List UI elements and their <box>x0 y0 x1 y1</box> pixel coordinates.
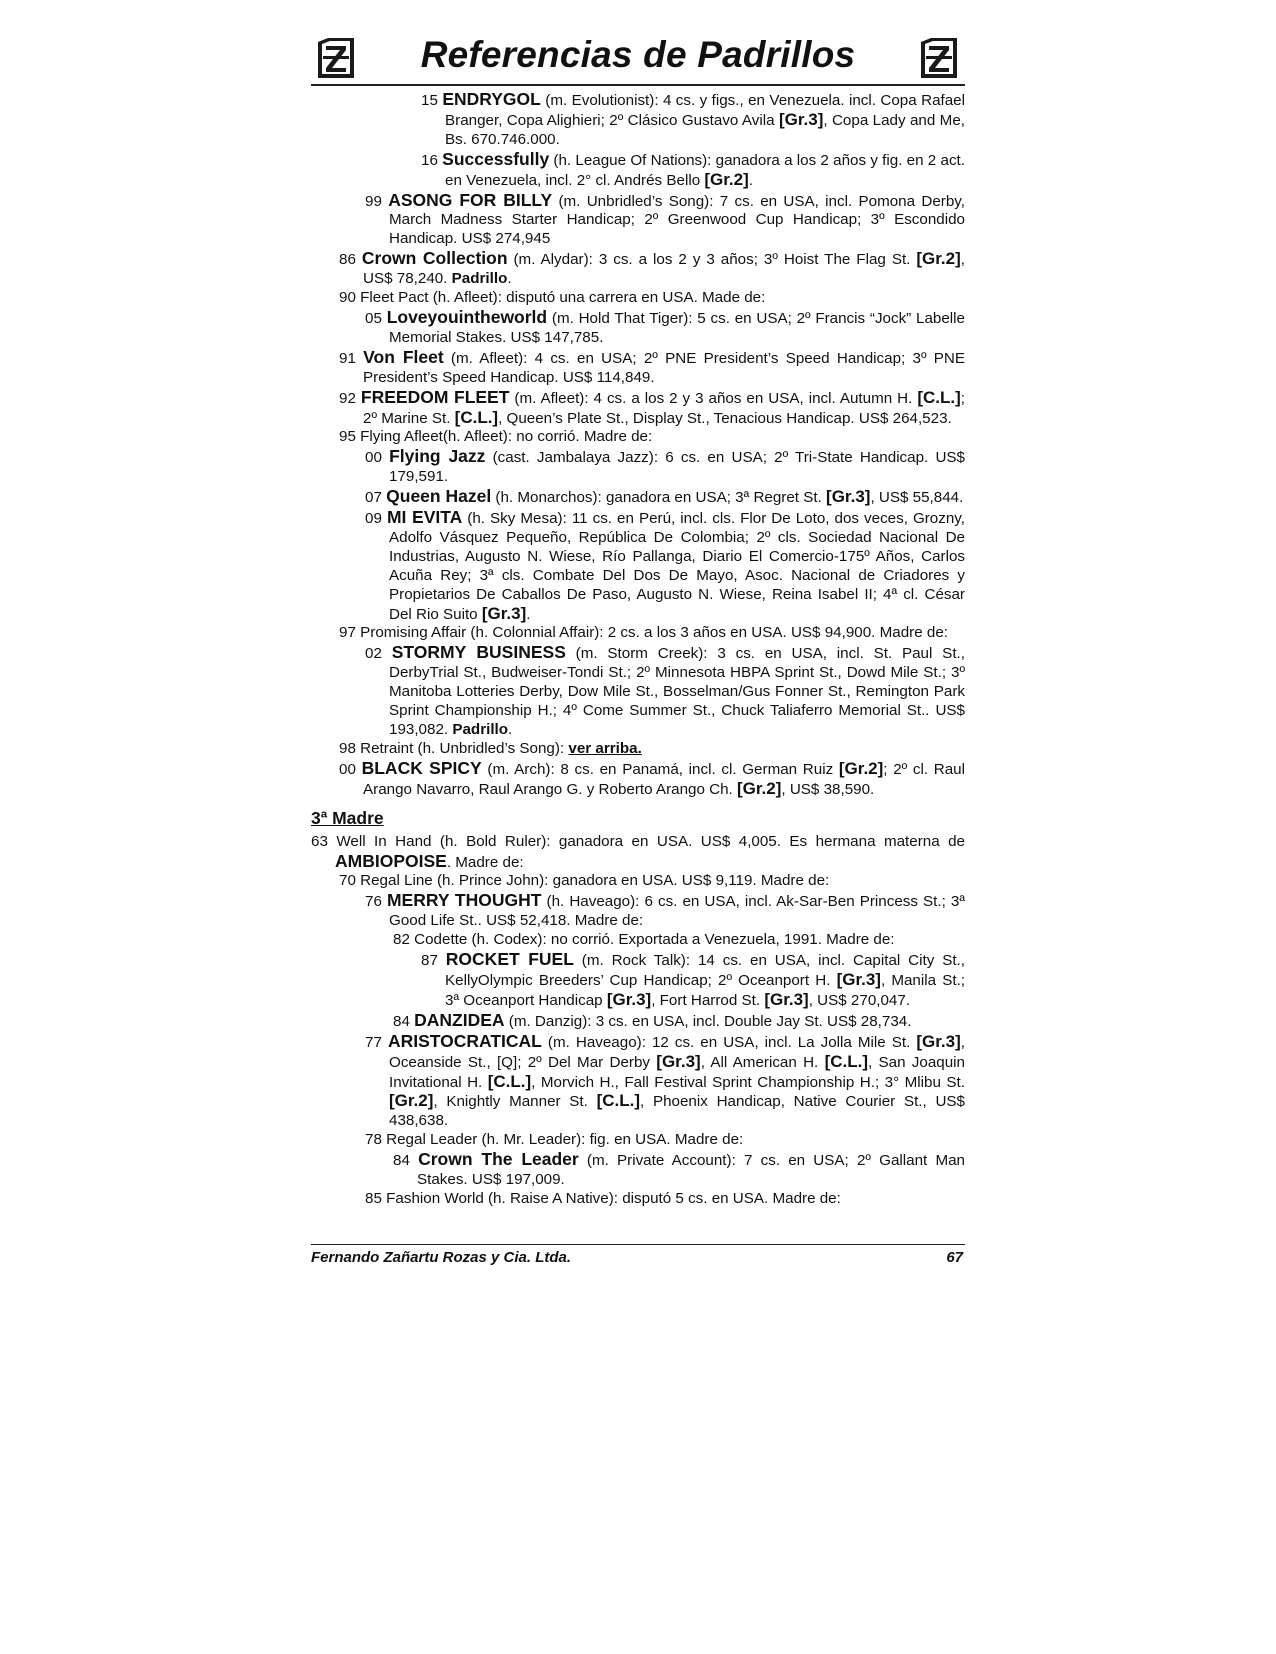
pedigree-entry <box>311 624 965 643</box>
horse-name: MERRY THOUGHT <box>386 890 542 911</box>
entry-text: , Phoenix Handicap, Native Courier St., US$ 438,638. <box>389 1093 965 1130</box>
pedigree-entry <box>311 643 965 740</box>
foal-year: 98 <box>339 739 356 757</box>
pedigree-entry <box>311 508 965 624</box>
race-grade: [Gr.3] <box>481 603 527 623</box>
page-title: Referencias de Padrillos <box>420 34 856 75</box>
horse-name: ARISTOCRATICAL <box>387 1030 542 1051</box>
foal-year: 84 <box>393 1152 410 1170</box>
race-grade: [Gr.3] <box>836 969 881 989</box>
race-grade: [Gr.3] <box>916 1031 961 1051</box>
entry-text: . <box>748 171 753 189</box>
entry-text: ; 2º cl. Raul Arango Navarro, Raul Arango G. y Roberto Arango Ch. <box>363 760 966 798</box>
foal-year: 77 <box>365 1033 382 1051</box>
entry-text: Well In Hand (h. Bold Ruler): ganadora en USA. US$ 4,005. Es hermana materna de <box>336 832 965 850</box>
race-grade: [Gr.3] <box>656 1051 701 1071</box>
document-page <box>311 30 965 1209</box>
foal-year: 84 <box>393 1012 410 1030</box>
horse-name: Flying Jazz <box>389 446 486 467</box>
pedigree-entry <box>311 759 965 800</box>
pedigree-entry <box>311 1131 965 1150</box>
entry-text: Regal Leader (h. Mr. Leader): fig. en USA. Madre de: <box>386 1131 744 1149</box>
horse-name: STORMY BUSINESS <box>391 642 566 663</box>
pedigree-entry <box>311 249 965 289</box>
entry-text: (m. Arch): 8 cs. en Panamá, incl. cl. German Ruiz <box>481 760 839 778</box>
page-footer <box>311 1244 965 1266</box>
entry-text: Promising Affair (h. Colonnial Affair): 2 cs. a los 3 años en USA. US$ 94,900. Madre de: <box>360 624 948 642</box>
entry-text: . Madre de: <box>446 853 524 871</box>
entry-text: , US$ 78,240. <box>363 251 965 288</box>
entry-text: (m. Afleet): 4 cs. en USA; 2º PNE President’s Speed Handicap; 3º PNE President’s Speed Handicap. US$ 114,849. <box>363 349 965 386</box>
foal-year: 00 <box>339 760 356 778</box>
entry-text: (m. Afleet): 4 cs. a los 2 y 3 años en USA, incl. Autumn H. <box>509 389 918 407</box>
entry-text: . <box>507 270 512 288</box>
foal-year: 78 <box>365 1131 382 1149</box>
pedigree-entry <box>311 447 965 487</box>
entry-text: , San Joaquin Invitational H. <box>389 1053 966 1091</box>
entry-text: , US$ 38,590. <box>781 780 875 798</box>
pedigree-entry <box>311 833 965 873</box>
pedigree-entry <box>311 191 965 250</box>
pedigree-entry <box>311 1011 965 1032</box>
race-grade: [Gr.2] <box>389 1091 434 1111</box>
entry-text: , US$ 270,047. <box>808 991 911 1009</box>
race-grade: [Gr.2] <box>916 249 961 269</box>
horse-name: ENDRYGOL <box>442 89 541 109</box>
race-grade: [Gr.2] <box>736 778 782 798</box>
horse-name: Queen Hazel <box>386 486 492 507</box>
cross-reference: ver arriba. <box>568 739 642 757</box>
horse-name: Von Fleet <box>363 346 444 367</box>
foal-year: 09 <box>365 510 382 528</box>
pedigree-entry <box>311 348 965 388</box>
horse-name: FREEDOM FLEET <box>360 386 510 407</box>
section-heading: 3ª Madre <box>311 807 384 828</box>
entry-text: (m. Alydar): 3 cs. a los 2 y 3 años; 3º Hoist The Flag St. <box>507 251 917 269</box>
race-grade: [Gr.3] <box>606 989 652 1009</box>
pedigree-entry <box>311 950 965 1011</box>
entry-text: (h. Monarchos): ganadora en USA; 3ª Regret St. <box>491 489 827 507</box>
entry-text: (m. Unbridled’s Song): 7 cs. en USA, incl. Pomona Derby, March Madness Starter Handicap; 2º Greenwood Cup Handicap; 3º Escondido Handicap. US$ 274,945 <box>389 192 965 248</box>
race-grade: [Gr.3] <box>826 487 871 507</box>
entry-text: . <box>508 721 513 738</box>
entry-text: , Morvich H., Fall Festival Sprint Championship H.; 3° Mlibu St. <box>531 1073 965 1091</box>
pedigree-list-second-dam <box>311 90 965 800</box>
pedigree-entry <box>311 428 965 447</box>
pedigree-entry <box>311 289 965 308</box>
race-grade: [C.L.] <box>454 407 499 427</box>
entry-text: , Knightly Manner St. <box>433 1093 597 1111</box>
pedigree-list-third-dam <box>311 833 965 1209</box>
entry-text: (m. Private Account): 7 cs. en USA; 2º Gallant Man Stakes. US$ 197,009. <box>417 1152 965 1189</box>
entry-text: (m. Evolutionist): 4 cs. y figs., en Venezuela. incl. Copa Rafael Branger, Copa Alighieri; 2º Clásico Gustavo Avila <box>445 92 965 129</box>
entry-text: (m. Hold That Tiger): 5 cs. en USA; 2º Francis “Jock” Labelle Memorial Stakes. US$ 147,785. <box>389 309 965 346</box>
foal-year: 07 <box>365 489 382 507</box>
entry-text: (h. League Of Nations): ganadora a los 2 años y fig. en 2 act. en Venezuela, incl. 2° cl. Andrés Bello <box>445 151 965 189</box>
horse-name: BLACK SPICY <box>361 757 482 778</box>
entry-text: Codette (h. Codex): no corrió. Exportada a Venezuela, 1991. Madre de: <box>414 931 895 949</box>
horse-name: DANZIDEA <box>414 1009 505 1030</box>
entry-text: Flying Afleet(h. Afleet): no corrió. Madre de: <box>360 428 653 446</box>
entry-text: Retraint (h. Unbridled’s Song): <box>360 739 569 757</box>
horse-name: AMBIOPOISE <box>335 850 447 871</box>
pedigree-entry <box>311 872 965 891</box>
pedigree-entry <box>311 740 965 759</box>
race-grade: [C.L.] <box>917 387 961 407</box>
foal-year: 91 <box>339 349 356 367</box>
entry-text: , All American H. <box>700 1053 825 1071</box>
pedigree-entry <box>311 1032 965 1132</box>
entry-text: ; 2º Marine St. <box>363 389 965 427</box>
entry-text: , US$ 55,844. <box>870 489 964 507</box>
pedigree-entry <box>311 388 965 429</box>
pedigree-entry <box>311 1150 965 1190</box>
page-header <box>311 30 965 86</box>
entry-text: Fashion World (h. Raise A Native): disputó 5 cs. en USA. Madre de: <box>386 1189 841 1207</box>
horse-name: ASONG FOR BILLY <box>388 189 553 210</box>
sire-status: Padrillo <box>451 270 508 288</box>
foal-year: 90 <box>339 289 356 307</box>
foal-year: 16 <box>421 151 438 169</box>
foal-year: 97 <box>339 624 356 642</box>
foal-year: 15 <box>421 92 438 109</box>
entry-text: (m. Storm Creek): 3 cs. en USA, incl. St. Paul St., DerbyTrial St., Budweiser-Tondi St.; 2º Minnesota HBPA Sprint St., Dowd Mile St.; 3º Manitoba Lotteries Derby, Dow Mile St., Bosselman/Gus Fonner St., Remington Park Sprint Championship H.; 4º Come Summer St., Chuck Taliaferro Memorial St.. US$ 193,082. <box>389 645 965 738</box>
horse-name: ROCKET FUEL <box>445 949 574 970</box>
entry-text: (m. Rock Talk): 14 cs. en USA, incl. Capital City St., KellyOlympic Breeders’ Cup Handicap; 2º Oceanport H. <box>445 952 965 989</box>
foal-year: 99 <box>365 192 382 210</box>
pedigree-entry <box>311 891 965 931</box>
entry-text: . <box>526 605 531 623</box>
pedigree-entry <box>311 487 965 508</box>
z-logo-icon <box>917 34 961 82</box>
page-number: 67 <box>946 1249 963 1266</box>
race-grade: [Gr.3] <box>764 989 809 1009</box>
entry-text: , Manila St.; 3ª Oceanport Handicap <box>445 971 966 1009</box>
entry-text: (m. Haveago): 12 cs. en USA, incl. La Jolla Mile St. <box>541 1033 917 1051</box>
foal-year: 05 <box>365 309 382 327</box>
entry-text: , Fort Harrod St. <box>651 991 765 1009</box>
race-grade: [C.L.] <box>487 1071 532 1091</box>
entry-text: Fleet Pact (h. Afleet): disputó una carrera en USA. Made de: <box>360 289 766 307</box>
pedigree-entry <box>311 150 965 191</box>
race-grade: [Gr.2] <box>704 169 749 189</box>
entry-text: (h. Haveago): 6 cs. en USA, incl. Ak-Sar-Ben Princess St.; 3ª Good Life St.. US$ 52,418. Madre de: <box>389 893 965 930</box>
horse-name: Crown Collection <box>361 248 508 269</box>
horse-name: Crown The Leader <box>418 1149 579 1170</box>
entry-text: (cast. Jambalaya Jazz): 6 cs. en USA; 2º Tri-State Handicap. US$ 179,591. <box>389 449 965 486</box>
entry-text: (m. Danzig): 3 cs. en USA, incl. Double Jay St. US$ 28,734. <box>504 1012 912 1030</box>
pedigree-entry <box>311 1190 965 1209</box>
race-grade: [C.L.] <box>824 1051 868 1071</box>
horse-name: Successfully <box>442 148 550 169</box>
foal-year: 76 <box>365 893 382 911</box>
foal-year: 00 <box>365 449 382 467</box>
pedigree-entry <box>311 90 965 150</box>
entry-text: , Queen’s Plate St., Display St., Tenacious Handicap. US$ 264,523. <box>498 409 952 427</box>
foal-year: 86 <box>339 251 356 269</box>
entry-text: (h. Sky Mesa): 11 cs. en Perú, incl. cls. Flor De Loto, dos veces, Grozny, Adolfo Vásquez Pequeño, República De Colombia; 2º cls. Sociedad Nacional De Industrias, Augusto N. Wiese, Río Pallanga, Diario El Comercio-175º Años, Carlos Acuña Rey; 3ª cls. Combate Del Dos De Mayo, Asoc. Nacional de Criadores y Propietarios De Caballos De Paso, Augusto N. Wiese, Reina Isabel II; 4ª cl. César Del Rio Suito <box>389 510 965 623</box>
pedigree-entry <box>311 308 965 348</box>
horse-name: Loveyouintheworld <box>386 306 548 327</box>
entry-text: , Oceanside St., [Q]; 2º Del Mar Derby <box>389 1033 965 1071</box>
footer-company: Fernando Zañartu Rozas y Cia. Ltda. <box>311 1249 572 1266</box>
entry-text: Regal Line (h. Prince John): ganadora en USA. US$ 9,119. Madre de: <box>360 872 830 890</box>
horse-name: MI EVITA <box>386 507 463 528</box>
foal-year: 87 <box>421 952 438 970</box>
foal-year: 92 <box>339 389 356 407</box>
pedigree-entry <box>311 931 965 950</box>
race-grade: [C.L.] <box>596 1091 641 1111</box>
foal-year: 02 <box>365 645 382 663</box>
foal-year: 63 <box>311 832 328 850</box>
entry-text: , Copa Lady and Me, Bs. 670.746.000. <box>445 111 965 148</box>
race-grade: [Gr.2] <box>838 758 884 778</box>
foal-year: 85 <box>365 1189 382 1207</box>
foal-year: 70 <box>339 872 356 890</box>
race-grade: [Gr.3] <box>778 109 824 129</box>
foal-year: 82 <box>393 931 410 949</box>
sire-status: Padrillo <box>452 721 509 738</box>
foal-year: 95 <box>339 428 356 446</box>
